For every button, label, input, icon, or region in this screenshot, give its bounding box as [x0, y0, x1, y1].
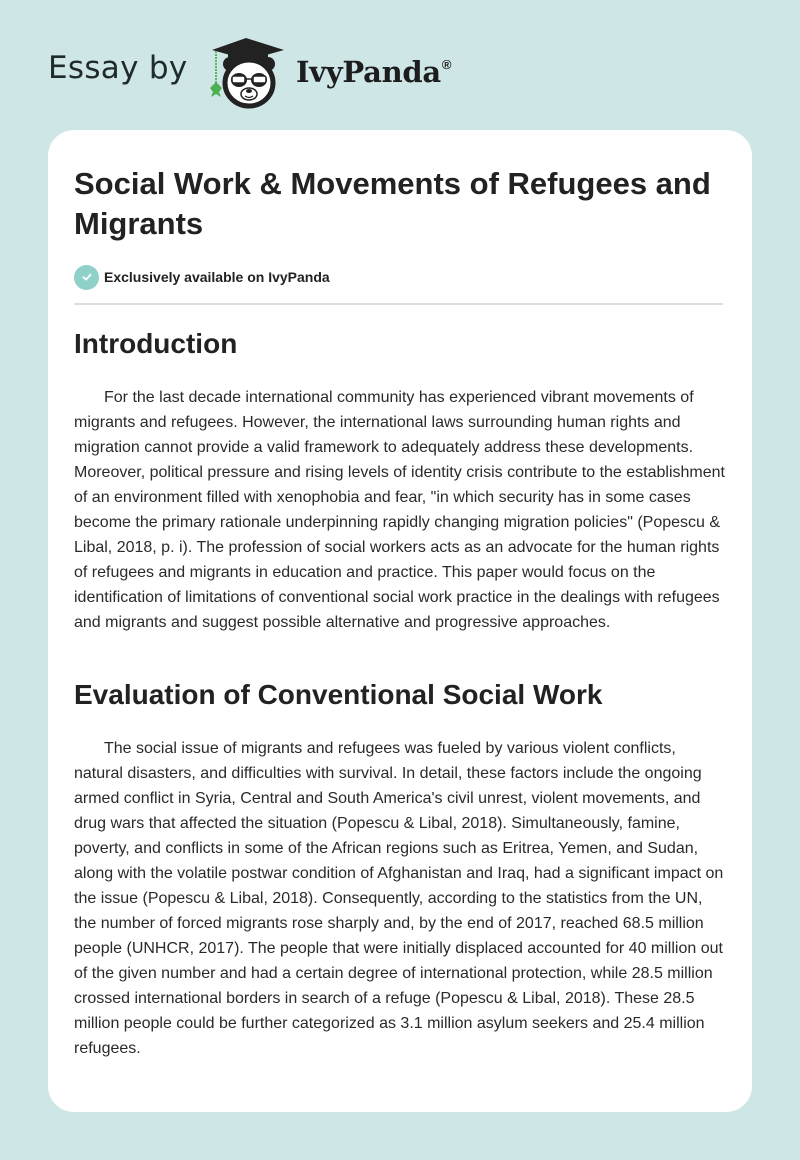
essay-by-label: Essay by [48, 50, 188, 86]
exclusive-badge [74, 264, 330, 290]
section-heading-evaluation: Evaluation of Conventional Social Work [74, 679, 603, 710]
section-paragraph-evaluation: The social issue of migrants and refugees was fueled by various violent conflicts, natural disasters, and difficulties with survival. In detail, these factors include the ongoing armed conflict in Syria, Central and South America's civil unrest, violent movements, and drug wars that affected the situation (Popescu & Libal, 2018). Simultaneously, famine, poverty, and conflicts in some of the African regions such as Eritrea, Yemen, and Sudan, along with the volatile postwar condition of Afghanistan and Iraq, had a significant impact on the issue (Popescu & Libal, 2018). Consequently, according to the statistics from the UN, the number of forced migrants rose sharply and, by the end of 2017, reached 68.5 million people (UNHCR, 2017). The people that were initially displaced accounted for 40 million out of the given number and had a certain degree of international protection, while 28.5 million crossed international borders in search of a refuge (Popescu & Libal, 2018). These 28.5 million people could be further categorized as 3.1 million asylum seekers and 25.4 million refugees. [74, 740, 724, 1057]
section-paragraph-introduction: For the last decade international community has experienced vibrant movements of migrants and refugees. However, the international laws surrounding human rights and migration cannot provide a valid framework to adequately address these developments. Moreover, political pressure and rising levels of identity crisis contribute to the establishment of an environment filled with xenophobia and fear, "in which security has in some cases become the primary rationale underpinning rapidly changing migration policies" (Popescu & Libal, 2018, p. i). The profession of social workers acts as an advocate for the human rights of refugees and migrants in education and practice. This paper would focus on the identification of limitations of conventional social work practice in the dealings with refugees and migrants and suggest possible alternative and progressive approaches. [74, 389, 725, 631]
registered-mark: ® [441, 57, 452, 73]
title-divider [74, 303, 723, 305]
brand-name[interactable] [296, 55, 451, 89]
brand-name-text: IvyPanda [296, 55, 441, 89]
essay-card [48, 130, 752, 1112]
site-header [0, 0, 800, 125]
check-circle-icon [74, 265, 99, 290]
exclusive-label: Exclusively available on IvyPanda [104, 269, 330, 285]
section-heading-introduction: Introduction [74, 328, 238, 359]
page-title: Social Work & Movements of Refugees and Migrants [74, 166, 711, 241]
panda-logo-icon[interactable] [202, 34, 292, 110]
